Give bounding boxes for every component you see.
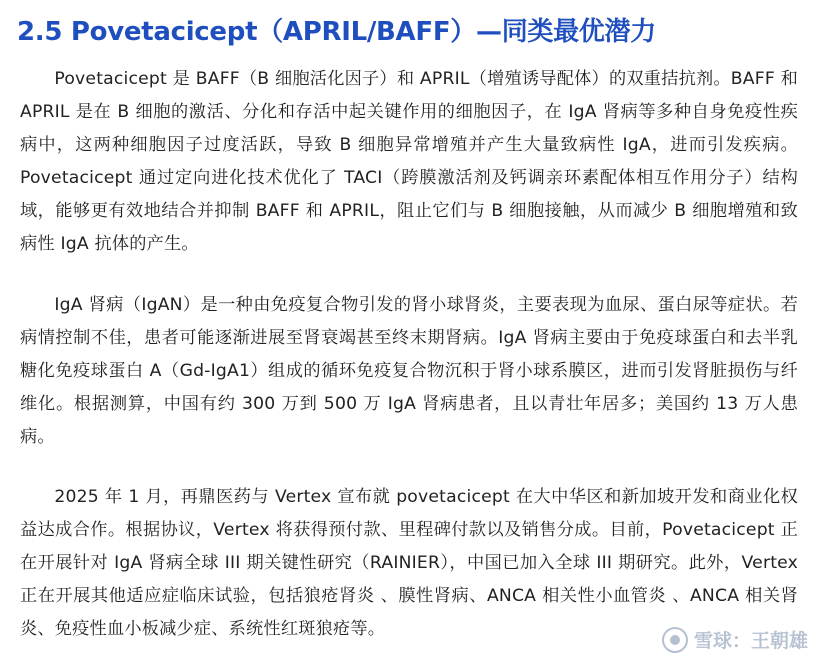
watermark-text: 雪球：王朝雄 (693, 630, 808, 652)
paragraph-partnership: 2025 年 1 月，再鼎医药与 Vertex 宣布就 povetacicept 在大中华区和新加坡开发和商业化权益达成合作。根据协议，Vertex 将获得预付款、里程碑付款以及销售分成。目前，Povetacicept 正在开展针对 IgA 肾病全球 III 期关键性研究（RAINIER），中国已加入全球 III 期研究。此外，Vertex 正在开展其他适应症临床试验，包括狼疮肾炎 、膜性肾病、ANCA 相关性小血管炎 、ANCA 相关肾炎、免疫性血小板减少症、系统性红斑狼疮等。 (20, 487, 798, 639)
paragraph-mechanism: Povetacicept 是 BAFF（B 细胞活化因子）和 APRIL（增殖诱导配体）的双重拮抗剂。BAFF 和 APRIL 是在 B 细胞的激活、分化和存活中起关键作用的细胞因子，在 IgA 肾病等多种自身免疫性疾病中，这两种细胞因子过度活跃，导致 B 细胞异常增殖并产生大量致病性 IgA，进而引发疾病。Povetacicept 通过定向进化技术优化了 TACI（跨膜激活剂及钙调亲环素配体相互作用分子）结构域，能够更有效地结合并抑制 BAFF 和 APRIL，阻止它们与 B 细胞接触，从而减少 B 细胞增殖和致病性 IgA 抗体的产生。 (20, 69, 798, 254)
section-title: 2.5 Povetacicept（APRIL/BAFF）—同类最优潜力 (17, 17, 656, 47)
paragraph-disease-background: IgA 肾病（IgAN）是一种由免疫复合物引发的肾小球肾炎，主要表现为血尿、蛋白尿等症状。若病情控制不佳，患者可能逐渐进展至肾衰竭甚至终末期肾病。IgA 肾病主要由于免疫球蛋白和去半乳糖化免疫球蛋白 A（Gd-IgA1）组成的循环免疫复合物沉积于肾小球系膜区，进而引发肾脏损伤与纤维化。根据测算，中国有约 300 万到 500 万 IgA 肾病患者，且以青壮年居多；美国约 13 万人患病。 (20, 295, 798, 447)
